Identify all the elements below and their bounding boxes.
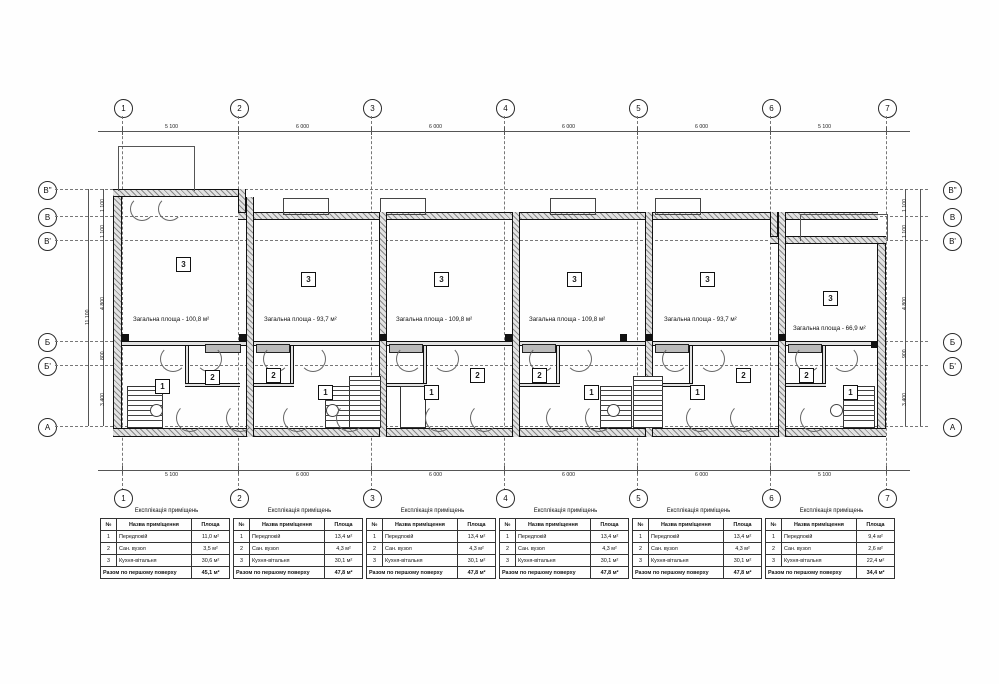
door-swing-22: [730, 404, 758, 432]
cell-area: 13,4 м²: [591, 531, 629, 543]
cell-name: Сан. вузол: [250, 543, 325, 555]
bottom-dim-tick-3: [371, 466, 372, 474]
table-total-row: [101, 567, 230, 579]
room-mark-b4-2: 2: [532, 368, 547, 383]
door-swing-14: [470, 404, 498, 432]
header-area: Площа: [724, 519, 762, 531]
grid-bubble-top-2: 2: [230, 99, 249, 118]
room-mark-b2-2: 2: [266, 368, 281, 383]
door-swing-21: [686, 404, 714, 432]
bath-partition-6: [822, 346, 826, 386]
cell-total-label: Разом по першому поверху: [101, 567, 192, 579]
top-dim-tick-7: [886, 127, 887, 135]
cell-area: 30,1 м²: [325, 555, 363, 567]
room-mark-b2-3: 3: [301, 272, 316, 287]
table-row: [633, 531, 762, 543]
left-dim-3: 4 800: [100, 297, 106, 310]
explication-block-3: [366, 508, 496, 579]
grid-bubble-left-V1: В': [38, 232, 57, 251]
table-row: [101, 531, 230, 543]
grid-bubble-left-V: В: [38, 208, 57, 227]
cell-total-area: 47,8 м²: [325, 567, 363, 579]
bath-partition-2: [290, 346, 294, 386]
staircase-3b: [400, 386, 426, 428]
room-mark-b3-1: 1: [424, 385, 439, 400]
cell-no: 1: [101, 531, 117, 543]
table-total-row: [633, 567, 762, 579]
pier-block-5: [620, 334, 627, 341]
cell-total-label: Разом по першому поверху: [766, 567, 857, 579]
cell-name: Передпокій: [250, 531, 325, 543]
table-row: [766, 531, 895, 543]
table-total-row: [234, 567, 363, 579]
header-area: Площа: [325, 519, 363, 531]
door-swing-1: [130, 197, 154, 221]
grid-bubble-top-7: 7: [878, 99, 897, 118]
header-area: Площа: [458, 519, 496, 531]
room-mark-b1-2: 2: [205, 370, 220, 385]
right-dim-2: 1 100: [902, 225, 908, 238]
explication-title-2: Експлікація приміщень: [267, 508, 332, 514]
table-row: [101, 543, 230, 555]
grid-bubble-bottom-7: 7: [878, 489, 897, 508]
cell-no: 2: [367, 543, 383, 555]
grid-bubble-bottom-4: 4: [496, 489, 515, 508]
cell-name: Кухня-вітальня: [516, 555, 591, 567]
cell-name: Сан. вузол: [383, 543, 458, 555]
table-row: [234, 543, 363, 555]
header-name: Назва приміщення: [117, 519, 192, 531]
cell-no: 1: [367, 531, 383, 543]
header-name: Назва приміщення: [516, 519, 591, 531]
door-swing-12: [433, 346, 459, 372]
pier-block-2: [239, 334, 246, 341]
grid-bubble-bottom-3: 3: [363, 489, 382, 508]
cell-name: Передпокій: [516, 531, 591, 543]
bath-partition-4: [556, 346, 560, 386]
cell-name: Сан. вузол: [516, 543, 591, 555]
bottom-dim-tick-6: [770, 466, 771, 474]
cell-total-area: 47,8 м²: [591, 567, 629, 579]
cell-name: Сан. вузол: [782, 543, 857, 555]
cell-area: 30,1 м²: [724, 555, 762, 567]
left-dim-4: 11 100: [85, 309, 91, 325]
bottom-dim-tick-5: [637, 466, 638, 474]
table-row: [101, 555, 230, 567]
terrace-right-outline: [800, 214, 888, 241]
bath-partition-h-2: [254, 383, 294, 387]
door-swing-2: [158, 197, 182, 221]
porch-box-3: [550, 198, 596, 215]
left-dim-5: 800: [100, 351, 106, 360]
top-dim-4: 6 000: [562, 124, 575, 130]
area-label-block-3: Загальна площа - 109,8 м²: [396, 316, 473, 323]
room-mark-b2-1: 1: [318, 385, 333, 400]
table-header-row: [766, 519, 895, 531]
top-dim-tick-2: [238, 127, 239, 135]
room-mark-b1-3: 3: [176, 257, 191, 272]
header-no: №: [101, 519, 117, 531]
bottom-dim-4: 6 000: [562, 472, 575, 478]
top-dim-tick-4: [504, 127, 505, 135]
cell-name: Кухня-вітальня: [383, 555, 458, 567]
table-row: [367, 543, 496, 555]
table-header-row: [500, 519, 629, 531]
stair-steps-5: [633, 380, 663, 428]
door-swing-20: [699, 346, 725, 372]
pier-block-7: [779, 334, 786, 341]
grid-bubble-bottom-6: 6: [762, 489, 781, 508]
pier-block-8: [871, 341, 878, 348]
grid-bubble-right-V1: В': [943, 232, 962, 251]
cell-area: 9,4 м²: [857, 531, 895, 543]
top-dim-tick-3: [371, 127, 372, 135]
cell-area: 2,6 м²: [857, 543, 895, 555]
cell-no: 2: [766, 543, 782, 555]
cell-name: Передпокій: [117, 531, 192, 543]
table-total-row: [500, 567, 629, 579]
cell-no: 1: [766, 531, 782, 543]
top-dim-6: 5 100: [818, 124, 831, 130]
table-row: [500, 543, 629, 555]
area-label-block-1: Загальна площа - 100,8 м²: [133, 316, 210, 323]
explication-title-5: Експлікація приміщень: [666, 508, 731, 514]
explication-table-5: [632, 518, 762, 579]
door-swing-24: [832, 346, 858, 372]
cell-name: Передпокій: [649, 531, 724, 543]
exterior-wall-left: [113, 189, 122, 437]
table-row: [367, 555, 496, 567]
door-swing-9: [283, 404, 311, 432]
area-label-block-4: Загальна площа - 109,8 м²: [529, 316, 606, 323]
terrace-left-outline: [118, 146, 195, 191]
header-name: Назва приміщення: [383, 519, 458, 531]
cell-total-label: Разом по першому поверху: [234, 567, 325, 579]
room-mark-b4-3: 3: [567, 272, 582, 287]
room-mark-b6-1: 1: [843, 385, 858, 400]
bath-partition-5: [689, 346, 693, 386]
left-dim-1: 1 100: [100, 199, 106, 212]
explication-title-4: Експлікація приміщень: [533, 508, 598, 514]
bath-partition-h-6: [786, 383, 826, 387]
pier-block-1: [122, 334, 129, 341]
table-row: [234, 531, 363, 543]
room-mark-b5-3: 3: [700, 272, 715, 287]
explication-block-5: [632, 508, 762, 579]
party-wall-1: [246, 197, 254, 437]
cell-total-area: 45,1 м²: [192, 567, 230, 579]
room-mark-b6-3: 3: [823, 291, 838, 306]
cell-total-area: 34,4 м²: [857, 567, 895, 579]
explication-table-4: [499, 518, 629, 579]
top-dim-5: 6 000: [695, 124, 708, 130]
cell-total-label: Разом по першому поверху: [633, 567, 724, 579]
cell-area: 30,1 м²: [591, 555, 629, 567]
pier-block-6: [646, 334, 653, 341]
exterior-wall-right: [877, 240, 886, 437]
cell-no: 2: [101, 543, 117, 555]
cell-area: 13,4 м²: [458, 531, 496, 543]
explication-block-6: [765, 508, 895, 579]
grid-bubble-right-A: А: [943, 418, 962, 437]
header-name: Назва приміщення: [250, 519, 325, 531]
table-row: [633, 543, 762, 555]
top-dim-tick-6: [770, 127, 771, 135]
bottom-dim-2: 6 000: [296, 472, 309, 478]
grid-bubble-left-V2: В": [38, 181, 57, 200]
cell-no: 1: [500, 531, 516, 543]
cell-no: 2: [234, 543, 250, 555]
explication-table-3: [366, 518, 496, 579]
room-mark-b3-3: 3: [434, 272, 449, 287]
door-swing-10: [336, 404, 364, 432]
room-mark-b6-2: 2: [799, 368, 814, 383]
porch-box-1: [283, 198, 329, 215]
cell-no: 3: [500, 555, 516, 567]
cell-area: 4,3 м²: [724, 543, 762, 555]
door-swing-5: [176, 404, 204, 432]
room-mark-b4-1: 1: [584, 385, 599, 400]
top-dim-tick-5: [637, 127, 638, 135]
grid-bubble-top-4: 4: [496, 99, 515, 118]
door-swing-19: [662, 346, 688, 372]
table-row: [633, 555, 762, 567]
grid-bubble-top-6: 6: [762, 99, 781, 118]
cell-area: 13,4 м²: [724, 531, 762, 543]
grid-bubble-left-A: А: [38, 418, 57, 437]
grid-bubble-right-B: Б: [943, 333, 962, 352]
cell-name: Кухня-вітальня: [782, 555, 857, 567]
table-header-row: [234, 519, 363, 531]
header-area: Площа: [192, 519, 230, 531]
cell-name: Кухня-вітальня: [649, 555, 724, 567]
cell-area: 30,1 м²: [458, 555, 496, 567]
cell-total-label: Разом по першому поверху: [500, 567, 591, 579]
cell-no: 3: [234, 555, 250, 567]
header-no: №: [766, 519, 782, 531]
cell-area: 30,6 м²: [192, 555, 230, 567]
table-row: [234, 555, 363, 567]
table-row: [766, 543, 895, 555]
table-header-row: [101, 519, 230, 531]
door-swing-6: [226, 404, 254, 432]
cell-area: 13,4 м²: [325, 531, 363, 543]
pier-block-3: [380, 334, 387, 341]
grid-bubble-right-B1: Б': [943, 357, 962, 376]
grid-bubble-bottom-2: 2: [230, 489, 249, 508]
cell-name: Передпокій: [782, 531, 857, 543]
grid-bubble-bottom-1: 1: [114, 489, 133, 508]
porch-box-4: [655, 198, 701, 215]
explication-title-1: Експлікація приміщень: [134, 508, 199, 514]
right-dim-4: 900: [902, 349, 908, 358]
table-row: [500, 531, 629, 543]
header-no: №: [633, 519, 649, 531]
cell-name: Кухня-вітальня: [250, 555, 325, 567]
grid-bubble-bottom-5: 5: [629, 489, 648, 508]
cell-total-label: Разом по першому поверху: [367, 567, 458, 579]
door-swing-25: [800, 404, 828, 432]
cell-no: 3: [367, 555, 383, 567]
top-dim-2: 6 000: [296, 124, 309, 130]
area-label-block-2: Загальна площа - 93,7 м²: [264, 316, 337, 323]
table-header-row: [367, 519, 496, 531]
grid-bubble-left-B: Б: [38, 333, 57, 352]
door-swing-4: [196, 346, 222, 372]
exterior-wall-bottom: [113, 428, 886, 437]
room-mark-b3-2: 2: [470, 368, 485, 383]
cell-area: 11,0 м²: [192, 531, 230, 543]
table-row: [500, 555, 629, 567]
top-dim-3: 6 000: [429, 124, 442, 130]
cell-no: 3: [633, 555, 649, 567]
room-mark-b5-1: 1: [690, 385, 705, 400]
grid-bubble-right-V2: В": [943, 181, 962, 200]
explication-title-6: Експлікація приміщень: [799, 508, 864, 514]
table-total-row: [367, 567, 496, 579]
door-swing-13: [425, 404, 453, 432]
grid-bubble-top-1: 1: [114, 99, 133, 118]
bottom-dim-tick-2: [238, 466, 239, 474]
pier-block-4: [505, 334, 512, 341]
explication-table-2: [233, 518, 363, 579]
area-label-block-6: Загальна площа - 66,9 м²: [793, 325, 866, 332]
cell-name: Кухня-вітальня: [117, 555, 192, 567]
door-swing-3: [160, 346, 186, 372]
explication-block-2: [233, 508, 363, 579]
door-swing-8: [300, 346, 326, 372]
door-swing-18: [585, 404, 613, 432]
header-name: Назва приміщення: [782, 519, 857, 531]
top-dim-1: 5 100: [165, 124, 178, 130]
left-dimension-line-outer: [88, 189, 89, 426]
door-swing-16: [566, 346, 592, 372]
table-header-row: [633, 519, 762, 531]
table-row: [766, 555, 895, 567]
left-dim-2: 1 100: [100, 225, 106, 238]
cell-area: 4,3 м²: [458, 543, 496, 555]
header-no: №: [500, 519, 516, 531]
door-swing-17: [546, 404, 574, 432]
bottom-dim-1: 5 100: [165, 472, 178, 478]
cell-total-area: 47,8 м²: [724, 567, 762, 579]
party-wall-5: [778, 212, 786, 437]
header-area: Площа: [857, 519, 895, 531]
bath-partition-h-4: [520, 383, 560, 387]
header-no: №: [234, 519, 250, 531]
stair-newel-1: [150, 404, 163, 417]
cell-no: 3: [766, 555, 782, 567]
party-wall-3: [512, 212, 520, 437]
cell-name: Сан. вузол: [649, 543, 724, 555]
right-dim-1: 1 100: [902, 199, 908, 212]
cell-area: 22,4 м²: [857, 555, 895, 567]
right-dim-3: 4 800: [902, 297, 908, 310]
bottom-dim-tick-7: [886, 466, 887, 474]
cell-area: 4,3 м²: [325, 543, 363, 555]
cell-area: 4,3 м²: [591, 543, 629, 555]
bottom-dim-tick-1: [122, 466, 123, 474]
cell-name: Сан. вузол: [117, 543, 192, 555]
grid-bubble-left-B1: Б': [38, 357, 57, 376]
right-dimension-line-outer: [920, 189, 921, 426]
bottom-dim-tick-4: [504, 466, 505, 474]
grid-bubble-right-V: В: [943, 208, 962, 227]
top-dim-tick-1: [122, 127, 123, 135]
header-area: Площа: [591, 519, 629, 531]
bath-partition-1: [185, 346, 189, 386]
explication-table-1: [100, 518, 230, 579]
right-dim-5: 3 400: [902, 393, 908, 406]
area-label-block-5: Загальна площа - 93,7 м²: [664, 316, 737, 323]
table-total-row: [766, 567, 895, 579]
grid-bubble-top-5: 5: [629, 99, 648, 118]
explication-block-4: [499, 508, 629, 579]
explication-block-1: [100, 508, 230, 579]
cell-name: Передпокій: [383, 531, 458, 543]
cell-total-area: 47,8 м²: [458, 567, 496, 579]
bath-partition-3: [423, 346, 427, 386]
bottom-dim-5: 6 000: [695, 472, 708, 478]
cell-area: 3,5 м²: [192, 543, 230, 555]
cell-no: 3: [101, 555, 117, 567]
header-no: №: [367, 519, 383, 531]
explication-title-3: Експлікація приміщень: [400, 508, 465, 514]
bottom-dim-6: 5 100: [818, 472, 831, 478]
cell-no: 2: [500, 543, 516, 555]
explication-table-6: [765, 518, 895, 579]
bottom-dim-3: 6 000: [429, 472, 442, 478]
grid-bubble-top-3: 3: [363, 99, 382, 118]
cell-no: 1: [633, 531, 649, 543]
cell-no: 2: [633, 543, 649, 555]
cell-no: 1: [234, 531, 250, 543]
stair-newel-6: [830, 404, 843, 417]
grid-line-7: [886, 116, 887, 491]
room-mark-b5-2: 2: [736, 368, 751, 383]
table-row: [367, 531, 496, 543]
left-dim-6: 3 400: [100, 393, 106, 406]
room-mark-b1-1: 1: [155, 379, 170, 394]
header-name: Назва приміщення: [649, 519, 724, 531]
door-swing-11: [396, 346, 422, 372]
